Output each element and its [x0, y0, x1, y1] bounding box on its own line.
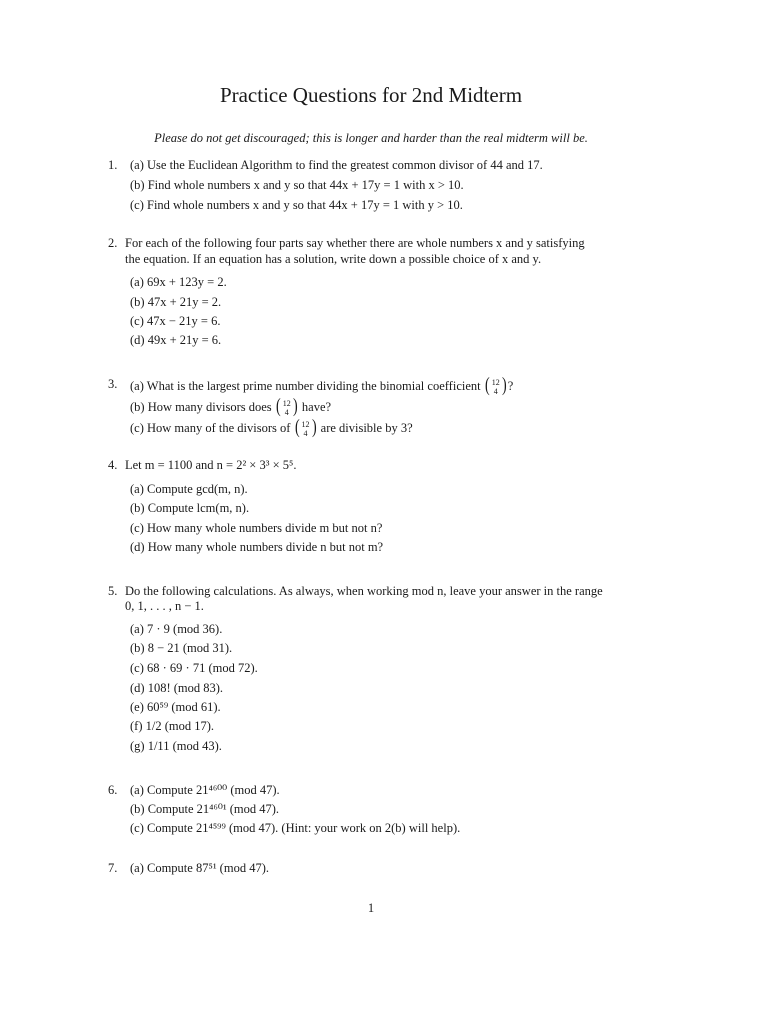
question-1b — [130, 177, 464, 193]
part-label: (a) — [130, 482, 144, 496]
binomial-bottom: 4 — [303, 429, 308, 438]
part-label: (g) — [130, 739, 145, 753]
part-text: 47x − 21y = 6. — [147, 314, 221, 328]
part-label: (f) — [130, 719, 143, 733]
part-label: (b) — [130, 295, 145, 309]
part-text: 8 − 21 (mod 31). — [147, 641, 233, 655]
question-7a — [130, 860, 269, 876]
part-label: (b) — [130, 641, 145, 655]
question-5d — [130, 680, 223, 696]
part-label: (d) — [130, 681, 145, 695]
part-text: Use the Euclidean Algorithm to find the greatest common divisor of 44 and 17. — [147, 158, 543, 172]
page-number: 1 — [367, 901, 375, 915]
part-text: 69x + 123y = 2. — [147, 275, 227, 289]
question-2c — [130, 313, 220, 329]
part-label: (e) — [130, 700, 144, 714]
question-3b — [130, 397, 331, 419]
question-5b — [130, 640, 232, 656]
question-4b — [130, 500, 249, 516]
part-label: (a) — [130, 783, 144, 797]
part-text: Find whole numbers x and y so that 44x + 17y = 1 with x > 10. — [147, 178, 464, 192]
part-text: 60⁵⁹ (mod 61). — [147, 700, 221, 714]
part-label: (d) — [130, 540, 145, 554]
binomial-top: 12 — [491, 378, 500, 387]
page-subtitle: Please do not get discouraged; this is longer and harder than the real midterm will be. — [154, 131, 588, 145]
part-label: (a) — [130, 275, 144, 289]
part-label: (a) — [130, 622, 144, 636]
part-text: Compute 87⁵¹ (mod 47). — [147, 861, 269, 875]
binomial-top: 12 — [282, 399, 291, 408]
part-text: Compute 21⁴⁶⁰¹ (mod 47). — [147, 802, 280, 816]
part-label: (c) — [130, 661, 144, 675]
part-text: Compute 21⁴⁵⁹⁹ (mod 47). (Hint: your work on 2(b) will help). — [147, 821, 461, 835]
part-label: (b) — [130, 802, 145, 816]
part-label: (c) — [130, 821, 144, 835]
part-text: 47x + 21y = 2. — [147, 295, 222, 309]
binomial-bottom: 4 — [284, 408, 289, 417]
question-4-intro: Let m = 1100 and n = 2² × 3³ × 5⁵. — [125, 458, 297, 472]
part-label: (b) — [130, 399, 145, 414]
part-text: Compute gcd(m, n). — [147, 482, 248, 496]
binomial-bottom: 4 — [493, 387, 498, 396]
question-3c — [130, 418, 413, 440]
question-6a — [130, 782, 280, 798]
question-2b — [130, 294, 221, 310]
question-5-intro-line-1: Do the following calculations. As always, when working mod n, leave your answer in the range — [125, 584, 603, 598]
part-text: 7 · 9 (mod 36). — [147, 622, 223, 636]
question-number: 1. — [108, 158, 118, 172]
part-text: 1/11 (mod 43). — [147, 739, 222, 753]
part-label: (c) — [130, 521, 144, 535]
part-text: are divisible by 3? — [320, 420, 413, 435]
binomial-coefficient: ( 12 4 ) — [294, 416, 317, 438]
part-text: How many whole numbers divide n but not m? — [147, 540, 384, 554]
part-text: 49x + 21y = 6. — [147, 333, 222, 347]
question-4c — [130, 520, 382, 536]
question-5f — [130, 718, 214, 734]
question-5e — [130, 699, 221, 715]
part-text: How many of the divisors of — [147, 420, 291, 435]
question-number: 3. — [108, 377, 118, 391]
part-label: (a) — [130, 158, 144, 172]
part-label: (c) — [130, 420, 144, 435]
question-3a — [130, 376, 513, 398]
part-text: have? — [301, 399, 332, 414]
part-label: (a) — [130, 861, 144, 875]
part-label: (d) — [130, 333, 145, 347]
question-6b — [130, 801, 279, 817]
part-text: 1/2 (mod 17). — [145, 719, 215, 733]
question-5a — [130, 621, 222, 637]
question-4a — [130, 481, 248, 497]
question-number: 7. — [108, 861, 118, 875]
part-text: Compute lcm(m, n). — [147, 501, 250, 515]
question-1c — [130, 197, 463, 213]
question-2-intro-line-2: the equation. If an equation has a solution, write down a possible choice of x and y. — [125, 252, 542, 266]
page-title: Practice Questions for 2nd Midterm — [219, 83, 523, 107]
part-text: Find whole numbers x and y so that 44x + 17y = 1 with y > 10. — [147, 198, 463, 212]
part-label: (b) — [130, 178, 145, 192]
question-1a — [130, 157, 543, 173]
question-number: 6. — [108, 783, 118, 797]
question-number: 4. — [108, 458, 118, 472]
part-label: (b) — [130, 501, 145, 515]
question-5c — [130, 660, 258, 676]
question-number: 2. — [108, 236, 118, 250]
question-2-intro-line-1: For each of the following four parts say whether there are whole numbers x and y satisfying — [125, 236, 585, 250]
question-5g — [130, 738, 222, 754]
part-label: (c) — [130, 314, 144, 328]
binomial-top: 12 — [301, 420, 310, 429]
part-label: (a) — [130, 378, 144, 393]
question-number: 5. — [108, 584, 118, 598]
question-2a — [130, 274, 227, 290]
binomial-coefficient: ( 12 4 ) — [275, 395, 298, 417]
part-text: ? — [507, 378, 514, 393]
question-4d — [130, 539, 383, 555]
part-label: (c) — [130, 198, 144, 212]
question-2d — [130, 332, 221, 348]
part-text: How many whole numbers divide m but not n? — [147, 521, 383, 535]
part-text: 68 · 69 · 71 (mod 72). — [147, 661, 258, 675]
question-6c — [130, 820, 460, 836]
part-text: Compute 21⁴⁶⁰⁰ (mod 47). — [147, 783, 280, 797]
binomial-coefficient: ( 12 4 ) — [484, 374, 507, 396]
part-text: What is the largest prime number dividing the binomial coefficient — [146, 378, 481, 393]
part-text: How many divisors does — [147, 399, 272, 414]
question-5-intro-line-2: 0, 1, . . . , n − 1. — [125, 599, 204, 613]
part-text: 108! (mod 83). — [147, 681, 224, 695]
